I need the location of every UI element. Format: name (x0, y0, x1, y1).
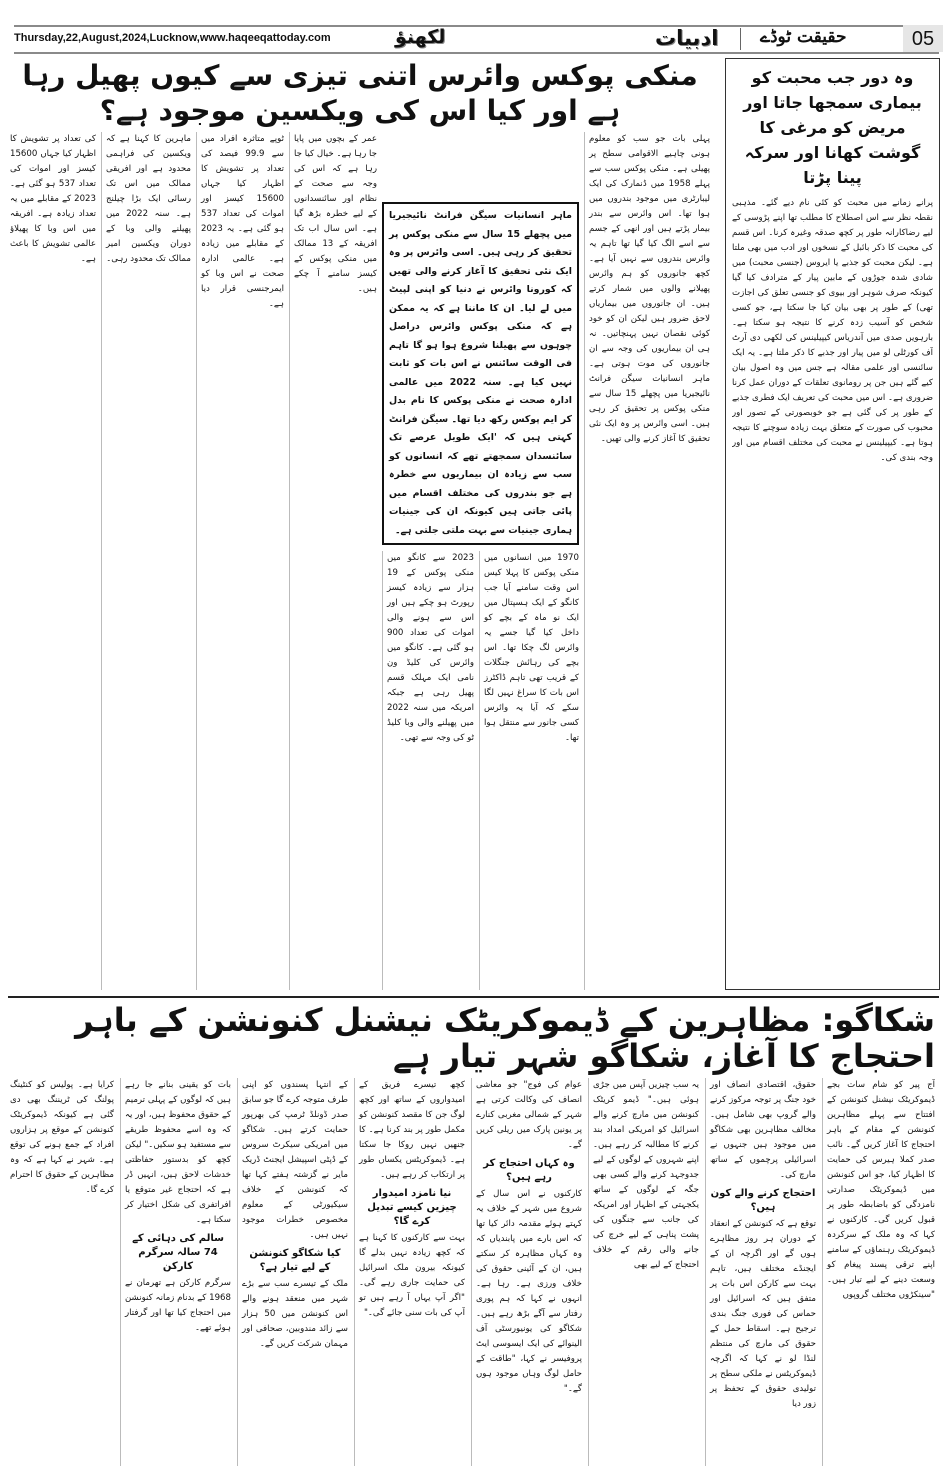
subheading: نیا نامزد امیدوار چیزیں کیسے تبدیل کرے گا؟ (367, 1188, 457, 1227)
column-text: کرایا ہے۔ پولیس کو کنٹینگ پولنگ کی ٹریننگ بھی دی گئی ہے کیونکہ ڈیموکریٹک کنونشن کے موقع پر ہزاروں افراد کے جمع ہونے کی توقع ہے۔ شہر نے کہا ہے کہ وہ مظاہرین کے حقوق کا احترام کرے گا۔ (10, 1080, 114, 1195)
bottom-story-column (354, 1078, 465, 1466)
subheading: کیا شکاگو کنونشن کے لیے تیار ہے؟ (249, 1248, 341, 1273)
top-story-column: 2023 سے کانگو میں منکی پوکس کے 19 ہزار سے زیادہ کیسز رپورٹ ہو چکے ہیں اور اس سے ہونے والی اموات کی تعداد 900 ہو گئی ہے۔ کانگو میں وائرس کی کلیڈ ون نامی ایک مہلک قسم پھیل رہی ہے جبکہ امریکہ میں سنہ 2022 میں پھیلنے والی وبا کلیڈ ٹو کی وجہ سے تھی۔ (382, 551, 474, 990)
subheading: سالم کی دہائی کے 74 سالہ سرگرم کارکن (132, 1233, 224, 1272)
column-text: بات کو یقینی بنانے جا رہے ہیں کہ لوگوں کے پہلی ترمیم کے حقوق محفوظ ہیں، اور یہ کہ وہ اسے محفوظ طریقے سے مستفید ہو سکیں۔" لیکن کچھ کو بدستور حفاظتی خدشات لاحق ہیں، انہیں ڈر ہے کہ احتجاج غیر متوقع یا افراتفری کی شکل اختیار کر سکتا ہے۔ (125, 1080, 231, 1225)
column-text: کے انتہا پسندوں کو اپنی طرف متوجہ کرے گا جو سابق صدر ڈونلڈ ٹرمپ کی بھرپور حمایت کرتے ہیں۔ شکاگو میں امریکی سیکرٹ سروس کے ڈپٹی اسپیشل ایجنٹ ڈریک مایر نے گزشتہ ہفتے کہا تھا کہ کنونشن کے خلاف سیکیورٹی کے معلوم مخصوص خطرات موجود نہیں ہیں۔ (242, 1080, 348, 1240)
top-story (10, 58, 710, 990)
bottom-story-column (822, 1078, 935, 1466)
highlight-box: ماہر انسانیات سیگن فرانٹ نائیجیریا میں پچھلے 15 سال سے منکی پوکس پر تحقیق کر رہی ہیں۔ اسی وائرس پر وہ ایک نئی تحقیق کا آغاز کرنے والی تھیں کہ کورونا وائرس نے دنیا کو اپنی لپیٹ میں لے لیا۔ ان کا ماننا ہے کہ یہ ممکن ہے کہ منکی پوکس وائرس دراصل چوہوں سے پھیلنا شروع ہوا ہو گا تاہم فی الوقت سائنس نے اس بات کو ثابت نہیں کیا ہے۔ سنہ 2022 میں عالمی ادارہ صحت نے منکی پوکس کا نام بدل کر ایم پوکس رکھ دیا تھا۔ سیگن فرانٹ کہتی ہیں کہ 'ایک طویل عرصے تک سائنسدان سمجھتے تھے کہ انسانوں کو سب سے زیادہ ان بیماریوں سے خطرہ ہے جو بندروں کی مختلف اقسام میں پائی جاتی ہیں کیونکہ ان کی جینیات ہماری جینیات سے بہت ملتی جلتی ہے۔ (382, 202, 579, 545)
section-title: ادبیات (655, 26, 719, 50)
column-text: توقع ہے کہ کنونشن کے انعقاد کے دوران ہر روز مظاہرے ہوں گے اور اگرچہ ان کے ایجنڈے مختلف ہیں، تاہم بہت سے کارکن اس بات پر متفق ہیں کہ اسرائیل اور حماس کی فوری جنگ بندی ترجیح ہے۔ اسقاط حمل کے حقوق کی مارچ کی منتظم لنڈا لو نے کہا کہ اگرچہ ڈیموکریٹس نے ملکی سطح پر تولیدی حقوق کے تحفظ پر زور دیا (710, 1219, 816, 1409)
date-line: Thursday,22,August,2024,Lucknow,www.haqeeqattoday.com (14, 32, 331, 44)
bottom-story-column (588, 1078, 699, 1466)
sidebar-headline: وہ دور جب محبت کو بیماری سمجھا جاتا اور مریض کو مرغی کا گوشت کھانا اور سرکہ پینا پڑتا (743, 68, 922, 187)
bottom-story-column (705, 1078, 816, 1466)
top-story-column: ٹوپے متاثرہ افراد میں سے 99.9 فیصد کی تعداد پر تشویش کا اظہار کیا جہاں 15600 کیسز اور اموات کی تعداد 537 ہو گئی ہے۔ یہ 2023 کے مقابلے میں زیادہ ہے۔ عالمی ادارہ صحت نے اس وبا کو ایمرجنسی قرار دیا ہے۔ (196, 132, 284, 990)
bottom-story (10, 1002, 935, 1466)
bottom-story-column (120, 1078, 231, 1466)
top-story-column: عمر کے بچوں میں پایا جا رہا ہے۔ خیال کیا جا رہا ہے کہ اس کی وجہ سے صحت کے نظام اور سائنسدانوں کے لیے خطرہ بڑھ گیا ہے۔ اس سال اب تک افریقہ کے 13 ممالک میں منکی پوکس کے کیسز سامنے آ چکے ہیں۔ (289, 132, 377, 990)
section-divider (8, 996, 939, 998)
sidebar-story (725, 58, 940, 990)
column-text: آج پیر کو شام سات بجے ڈیموکریٹک نیشنل کنونشن کے افتتاح سے پہلے مظاہرین کنونشن کے مقام کے باہر احتجاج کا آغاز کریں گے۔ نائب صدر کملا ہیرس کی حمایت کا اظہار کیا، جو اس کنونشن میں ڈیموکریٹک صدارتی نامزدگی کو باضابطہ طور پر قبول کریں گی۔ کارکنوں نے کہا کہ وہ ملک کے سرکردہ ڈیموکریٹک رہنماؤں کے سامنے اپنے ترقی پسند پیغام کو وسعت دینے کے لیے تیار ہیں۔ "سینکڑوں مختلف گروپوں (827, 1080, 935, 1300)
column-text: ملک کے تیسرے سب سے بڑے شہر میں منعقد ہونے والے اس کنونشن میں 50 ہزار سے زائد مندوبین، صحافی اور مہمان شرکت کریں گے۔ (242, 1279, 348, 1349)
column-text: بہت سے کارکنوں کا کہنا ہے کہ کچھ زیادہ نہیں بدلے گا کیونکہ بیرون ملک اسرائیل کی حمایت جاری رہے گی۔ "اگر آپ یہاں آ رہے ہیں تو آپ کی بات سنی جائے گی۔" (359, 1233, 465, 1318)
page-number: 05 (903, 25, 943, 52)
city-label: لکھنؤ (395, 26, 446, 48)
subheading: احتجاج کرنے والے کون ہیں؟ (710, 1188, 816, 1213)
column-text: کچھ تیسرے فریق کے امیدواروں کے ساتھ اور کچھ لوگ جن کا مقصد کنونشن کو مکمل طور پر بند کرنا ہے۔ کا جنھیں نہیں روکا جا سکتا ہے۔ ڈیموکریٹس یکساں طور پر ارتکاب کر رہے ہیں۔ (359, 1080, 465, 1180)
column-text: عوام کی فوج" جو معاشی انصاف کی وکالت کرتی ہے شہر کے شمالی مغربی کنارے پر یونین پارک میں ریلی کریں گے۔ (476, 1080, 582, 1150)
top-story-column: کی تعداد پر تشویش کا اظہار کیا جہاں 15600 کیسز اور اموات کی تعداد 537 ہو گئی ہے۔ 2023 کے مقابلے میں یہ تعداد زیادہ ہے۔ افریقہ میں اس وبا کا پھیلاؤ عالمی تشویش کا باعث ہے۔ (10, 134, 96, 264)
masthead-divider (740, 28, 741, 50)
bottom-story-column (471, 1078, 582, 1466)
bottom-story-body (10, 1078, 935, 1466)
newspaper-logo: حقیقت ٹوڈے (760, 27, 847, 47)
column-text: کارکنوں نے اس سال کے شروع میں شہر کے خلاف یہ کہتے ہوئے مقدمہ دائر کیا تھا کہ اس بارے میں پابندیاں کہ وہ کہاں مظاہرہ کر سکتے ہیں، ان کے آئینی حقوق کی خلاف ورزی ہے۔ رہا ہے۔ انہوں نے کہا کہ ہم پوری رفتار سے آگے بڑھ رہے ہیں۔ شکاگو کی یونیورسٹی آف الینوائے کی ایک ایسوسی ایٹ پروفیسر نے کہا، "طاقت کے حامل لوگ وہاں موجود ہوں گے۔" (476, 1189, 582, 1394)
masthead-bottom-rule (14, 52, 939, 54)
column-text: سرگرم کارکن ہے تھرمان نے 1968 کے بدنام زمانہ کنونشن میں احتجاج کیا تھا اور گرفتار ہوئے تھے۔ (125, 1278, 231, 1333)
bottom-story-column (237, 1078, 348, 1466)
top-story-column: 1970 میں انسانوں میں منکی پوکس کا پہلا کیس اس وقت سامنے آیا جب کانگو کے ایک ہسپتال میں ایک نو ماہ کے بچے کو داخل کیا گیا جسے یہ وائرس لگ چکا تھا۔ اس بچے کی رہائش جنگلات کے قریب تھی تاہم ڈاکٹرز اس بات کا سراغ نہیں لگا سکے کہ آیا یہ وائرس کسی جانور سے منتقل ہوا تھا۔ (479, 551, 579, 990)
top-story-body (10, 132, 710, 990)
subheading: وہ کہاں احتجاج کر رہے ہیں؟ (483, 1158, 575, 1183)
bottom-story-column (10, 1078, 114, 1466)
sidebar-body: پرانے زمانے میں محبت کو کئی نام دیے گئے۔ مذہبی نقطہ نظر سے اس اصطلاح کا مطلب تھا اپنے پڑوسی کے لیے رضاکارانہ طور پر کچھ صدقہ وغیرہ کرنا۔ اس قسم کی محبت کا ذکر بائبل کے نسخوں اور ادب میں بھی ملتا ہے۔ لیکن محبت کو جذبے یا ایروس (جنسی محبت) میں شادی شدہ جوڑوں کے مابین پیار کے مترادف کیا گیا کیونکہ صرف شوہر اور بیوی کو جنسی تعلق کی اجازت تھی) کے طور پر بھی بیان کیا جا سکتا ہے، جو کسی شخص کو آسیب زدہ کرنے کا نتیجہ ہو سکتا ہے۔ بارہویں صدی میں آندریاس کیپیلینس کی لکھی دی آرٹ آف کورٹلی لو میں پیار اور جذبے کا ذکر ملتا ہے۔ یہ ایک سائنسی اور علمی مقالہ ہے جس میں وہ اصول بیان کیے گئے ہیں جن پر رومانوی تعلقات کے دوران عمل کرنا ضروری ہے۔ اس میں محبت کی تعریف ایک فطری جذبے کے طور پر کی گئی ہے جو خوبصورتی کے تصور اور محبوب کی صورت کے متعلق بہت زیادہ سوچنے کا نتیجہ ہوتا ہے۔ کیپیلینس نے محبت کی مختلف اقسام میں اور وجہ بندی کی۔ (732, 198, 933, 463)
top-story-column: پہلی بات جو سب کو معلوم ہونی چاہیے الاقوامی سطح پر پھیلی ہے۔ منکی پوکس سب سے پہلے 1958 میں ڈنمارک کی ایک لیبارٹری میں موجود بندروں میں ہوا تھا۔ اس وائرس سے بندر بیمار پڑتے ہیں اور انھی کے جسم سے اسے الگ کیا گیا تھا تاہم یہ وائرس بندروں سے نہیں آیا ہے۔ کچھ جانوروں کو ہم وائرس پھیلانے والوں میں شمار کرتے ہیں۔ ان جانوروں میں بیماریاں لاحق ضرور ہیں لیکن ان کو خود کوئی نقصان نہیں پہنچاتیں۔ نہ ہی ان بیماریوں کی وجہ سے ان جانوروں کی موت ہوتی ہے۔ ماہر انسانیات سیگن فرانٹ نائیجیریا میں پچھلے 15 سال سے منکی پوکس پر تحقیق کر رہی ہیں۔ اسی وائرس پر وہ ایک نئی تحقیق کا آغاز کرنے والی تھیں۔ (584, 132, 710, 990)
top-story-column: ماہرین کا کہنا ہے کہ ویکسین کی فراہمی محدود ہے اور افریقی ممالک میں اس تک رسائی ایک بڑا چیلنج ہے۔ سنہ 2022 میں پھیلنے والی وبا کے دوران ویکسین امیر ممالک تک محدود رہی۔ (101, 132, 191, 990)
bottom-story-headline: شکاگو: مظاہرین کے ڈیموکریٹک نیشنل کنونشن کے باہر احتجاج کا آغاز، شکاگو شہر تیار ہے (75, 1001, 935, 1075)
column-text: حقوق، اقتصادی انصاف اور خود جنگ پر توجہ مرکوز کرنے والے گروپ بھی شامل ہیں۔ مخالف مظاہرین بھی شکاگو میں موجود ہیں جنہوں نے اسرائیلی پرچموں کے ساتھ مارچ کی۔ (710, 1080, 816, 1180)
column-text: یہ سب چیزیں آپس میں جڑی ہوئی ہیں۔" ڈیمو کریٹک کنونشن میں مارچ کرنے والے اسرائیل کو امریکی امداد بند کرنے کا مطالبہ کر رہے ہیں۔ اپنے شہروں کے لوگوں کے لیے جدوجہد کرنے والے کسی بھی جگہ کے لوگوں کے ساتھ یکجہتی کے اظہار اور امریکہ کی جانب سے جنگوں کی پشت پناہی کے لیے خرچ کی جانے والی رقم کے خلاف احتجاج کے لیے بھی (593, 1080, 699, 1270)
top-story-headline: منکی پوکس وائرس اتنی تیزی سے کیوں پھیل رہا ہے اور کیا اس کی ویکسین موجود ہے؟ (22, 59, 698, 127)
